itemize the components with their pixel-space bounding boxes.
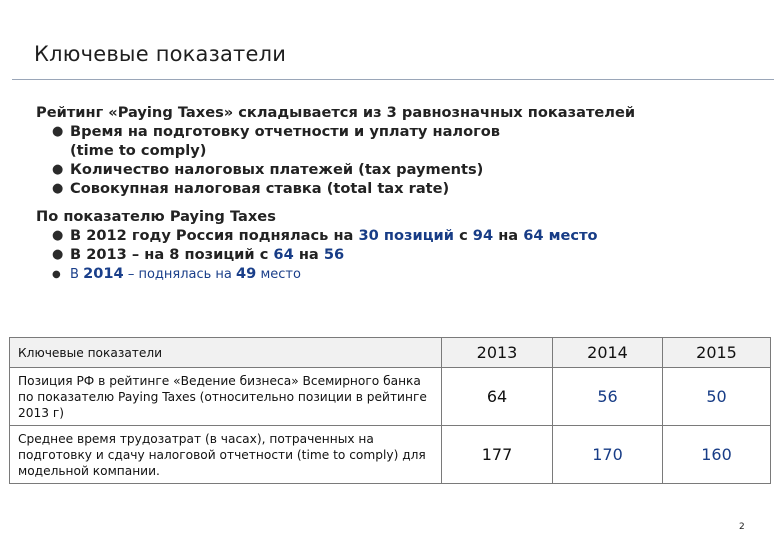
intro-lead: Рейтинг «Paying Taxes» складывается из 3 равнозначных показателей [36, 104, 636, 121]
header-label: Ключевые показатели [10, 338, 442, 368]
list-item [36, 160, 676, 179]
highlight-value: 64 место [523, 227, 598, 244]
table-row [10, 426, 771, 484]
row-label: Позиция РФ в рейтинге «Ведение бизнеса» Всемирного банка по показателю Paying Taxes (относительно позиции в рейтинге 2013 г) [10, 368, 442, 426]
header-year: 2013 [442, 338, 553, 368]
highlight-value: 56 [323, 246, 345, 263]
bullet-icon: ● [52, 162, 64, 177]
header-year: 2014 [553, 338, 663, 368]
paying-taxes-lead: По показателю Paying Taxes [36, 208, 276, 225]
bullet-text: В [70, 267, 84, 282]
kpi-table [9, 337, 771, 484]
cell-value: 177 [442, 426, 553, 484]
body-text [36, 103, 676, 284]
bullet-text: место [256, 267, 301, 282]
bullet-text-cont: (time to comply) [70, 142, 207, 159]
bullet-text: Количество налоговых платежей (tax payments) [70, 161, 484, 178]
bullet-icon: ● [52, 269, 61, 280]
bullet-text: Время на подготовку отчетности и уплату налогов [70, 123, 501, 140]
highlight-value: 30 позиций [358, 227, 454, 244]
bullet-icon: ● [52, 181, 64, 196]
list-item [36, 226, 676, 245]
bullet-icon: ● [52, 124, 64, 139]
list-item [36, 179, 676, 198]
row-label: Среднее время трудозатрат (в часах), потраченных на подготовку и сдачу налоговой отчетности (time to comply) для модельной компании. [10, 426, 442, 484]
cell-value: 50 [663, 368, 771, 426]
bullet-icon: ● [52, 228, 64, 243]
bullet-text: В 2013 – на 8 позиций с [70, 246, 274, 263]
bullet-text: на [293, 246, 324, 263]
bullet-text: – поднялась на [123, 267, 237, 282]
highlight-value: 94 [472, 227, 494, 244]
cell-value: 64 [442, 368, 553, 426]
list-item [36, 264, 676, 284]
header-year: 2015 [663, 338, 771, 368]
highlight-value: 2014 [83, 265, 124, 282]
page-title: Ключевые показатели [34, 42, 287, 66]
paying-taxes-bullets [36, 226, 676, 284]
cell-value: 160 [663, 426, 771, 484]
bullet-text: с [453, 227, 473, 244]
cell-value: 56 [553, 368, 663, 426]
highlight-value: 64 [273, 246, 294, 263]
page-number: 2 [739, 522, 745, 532]
title-divider [12, 79, 774, 80]
bullet-text: В 2012 году Россия поднялась на [70, 227, 359, 244]
bullet-text: Совокупная налоговая ставка (total tax rate) [70, 180, 450, 197]
list-item [36, 245, 676, 264]
highlight-value: 49 [236, 265, 257, 282]
list-item [36, 122, 676, 160]
intro-bullets [36, 122, 676, 198]
bullet-icon: ● [52, 247, 64, 262]
table-header-row [10, 338, 771, 368]
cell-value: 170 [553, 426, 663, 484]
table-row [10, 368, 771, 426]
bullet-text: на [493, 227, 524, 244]
